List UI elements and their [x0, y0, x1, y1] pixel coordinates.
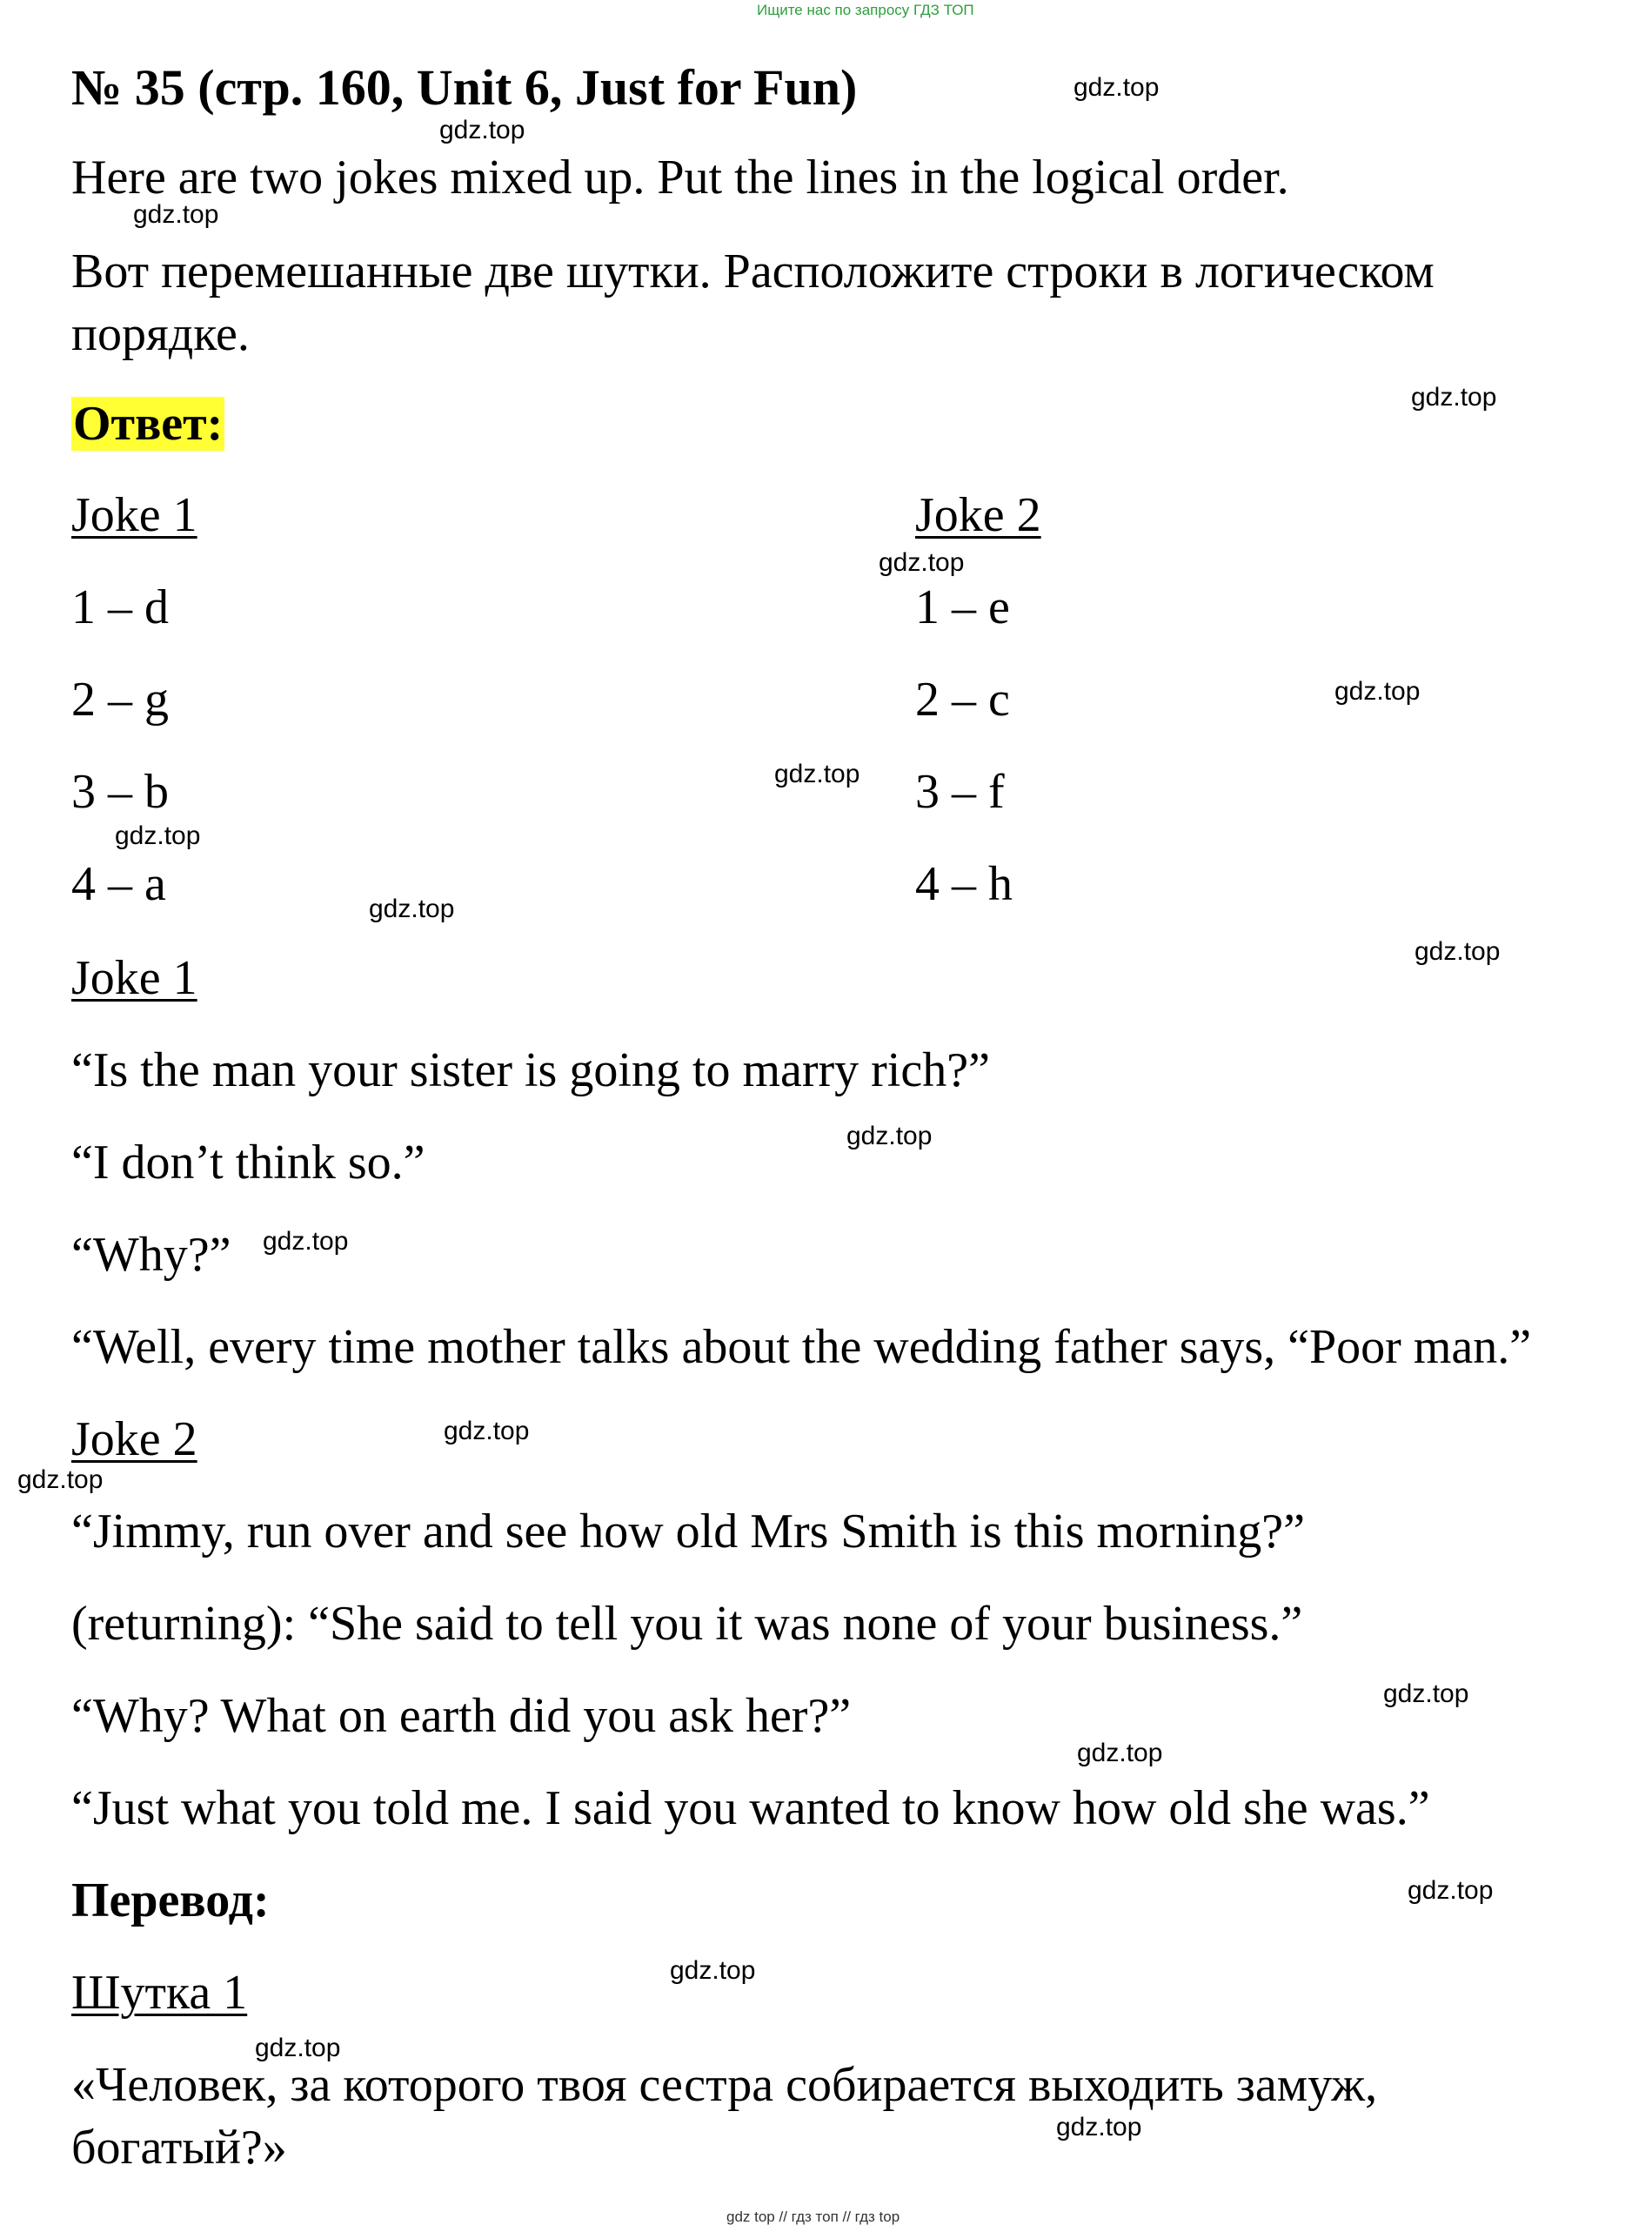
instruction-russian-line-2: порядке. — [71, 307, 250, 361]
watermark: gdz.top — [1334, 677, 1421, 706]
watermark: gdz.top — [1383, 1679, 1469, 1708]
instruction-english: Here are two jokes mixed up. Put the lines in the logical order. — [71, 151, 1289, 204]
joke2-line: (returning): “She said to tell you it was none of your business.” — [71, 1597, 1303, 1651]
translation-label: Перевод: — [71, 1873, 270, 1927]
watermark: gdz.top — [774, 760, 860, 788]
joke1-order-item: 2 – g — [71, 673, 169, 727]
joke2-line: “Jimmy, run over and see how old Mrs Smith is this morning?” — [71, 1505, 1305, 1558]
instruction-russian-line-1: Вот перемешанные две шутки. Расположите строки в логическом — [71, 245, 1435, 298]
joke1-line: “Well, every time mother talks about the wedding father says, “Poor man.” — [71, 1320, 1532, 1374]
footer-text: gdz top // гдз топ // гдз top — [726, 2209, 900, 2225]
watermark: gdz.top — [879, 548, 965, 577]
joke2-line: “Why? What on earth did you ask her?” — [71, 1689, 852, 1743]
shutka1-heading: Шутка 1 — [71, 1966, 248, 2020]
watermark: gdz.top — [369, 895, 455, 923]
joke1-order-item: 4 – a — [71, 857, 166, 911]
watermark: gdz.top — [1073, 73, 1160, 102]
watermark: gdz.top — [1408, 1876, 1494, 1905]
watermark: gdz.top — [255, 2034, 341, 2062]
joke1-line: “Is the man your sister is going to marry rich?” — [71, 1043, 990, 1097]
watermark: gdz.top — [17, 1465, 104, 1494]
watermark: gdz.top — [1056, 2113, 1142, 2142]
joke2-heading: Joke 2 — [71, 1412, 197, 1466]
watermark: gdz.top — [439, 116, 525, 144]
shutka1-line: богатый?» — [71, 2121, 287, 2175]
answer-label — [71, 396, 224, 452]
watermark: gdz.top — [133, 200, 219, 229]
watermark: gdz.top — [1077, 1739, 1163, 1767]
joke1-line: “Why?” — [71, 1228, 231, 1282]
joke2-line: “Just what you told me. I said you wanted to know how old she was.” — [71, 1781, 1430, 1835]
watermark: gdz.top — [1411, 383, 1497, 412]
joke1-heading: Joke 1 — [71, 951, 197, 1005]
joke1-line: “I don’t think so.” — [71, 1136, 425, 1190]
watermark: gdz.top — [115, 821, 201, 850]
joke1-order-item: 3 – b — [71, 765, 169, 819]
watermark: gdz.top — [1415, 937, 1501, 966]
joke2-order-item: 2 – c — [915, 673, 1010, 727]
joke2-order-item: 3 – f — [915, 765, 1005, 819]
watermark: gdz.top — [263, 1227, 349, 1256]
joke2-order-item: 1 – e — [915, 580, 1010, 634]
exercise-title: № 35 (стр. 160, Unit 6, Just for Fun) — [71, 59, 858, 116]
joke1-order-item: 1 – d — [71, 580, 169, 634]
watermark: gdz.top — [670, 1956, 756, 1985]
joke2-order-item: 4 – h — [915, 857, 1013, 911]
joke2-order-heading: Joke 2 — [915, 488, 1041, 542]
watermark: gdz.top — [846, 1122, 933, 1150]
top-search-note: Ищите нас по запросу ГДЗ ТОП — [757, 2, 974, 18]
joke1-order-heading: Joke 1 — [71, 488, 197, 542]
watermark: gdz.top — [444, 1417, 530, 1445]
shutka1-line: «Человек, за которого твоя сестра собирается выходить замуж, — [71, 2058, 1378, 2112]
answer-label-text: Ответ: — [73, 397, 224, 451]
